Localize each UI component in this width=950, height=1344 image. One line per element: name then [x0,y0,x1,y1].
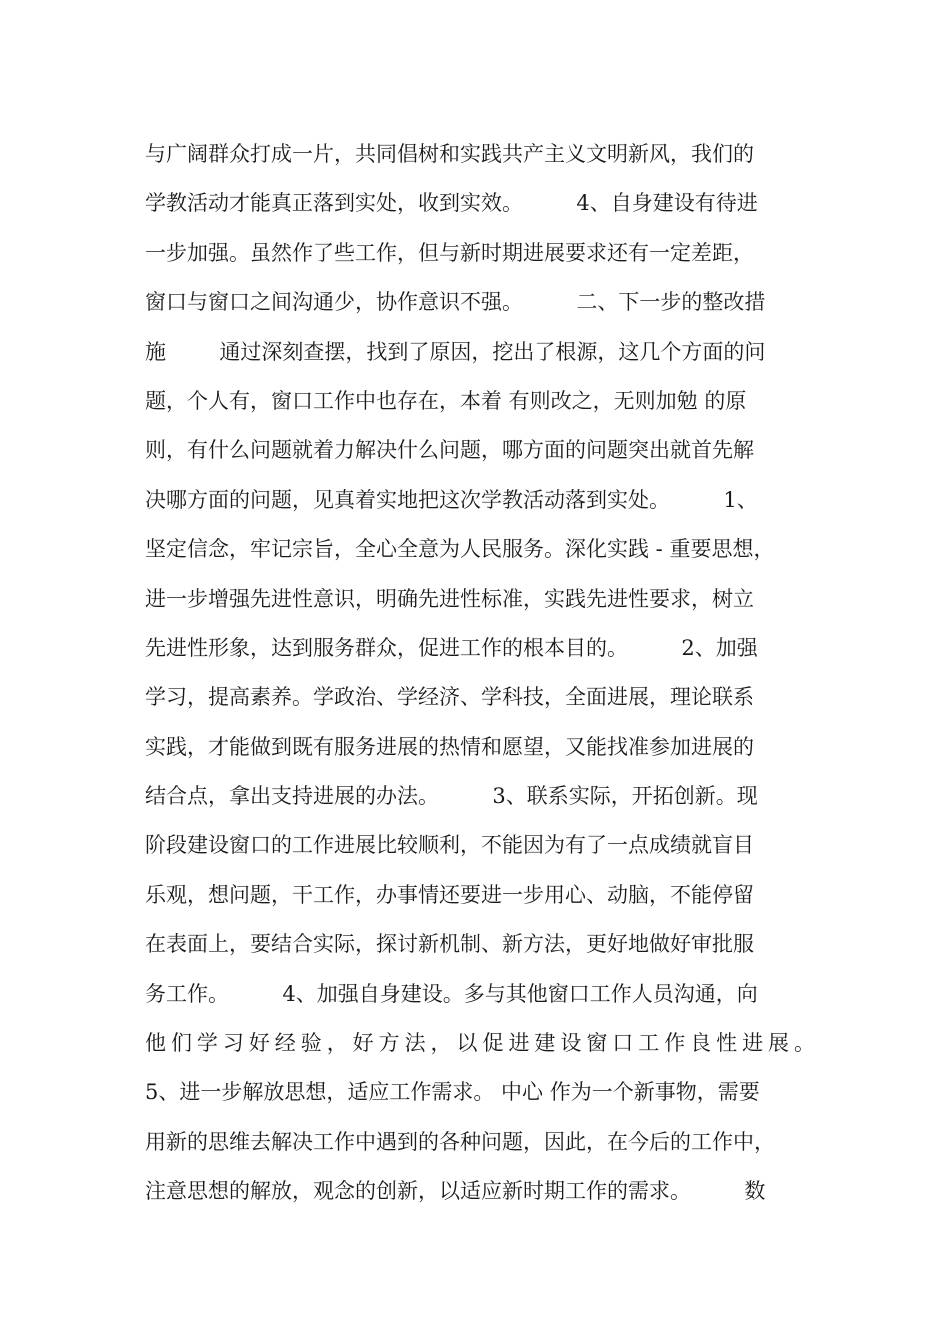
text-line-2: 学教活动才能真正落到实处，收到实效。 4、自身建设有待进 [145,191,758,216]
text-line-15: 阶段建设窗口的工作进展比较顺利，不能因为有了一点成绩就盲目 [145,833,754,858]
text-line-13: 实践，才能做到既有服务进展的热情和愿望，又能找准参加进展的 [145,734,754,759]
body-paragraph [145,130,815,1217]
text-line-3: 一步加强。虽然作了些工作，但与新时期进展要求还有一定差距， [145,240,754,265]
text-line-4: 窗口与窗口之间沟通少，协作意识不强。 二、下一步的整改措 [145,290,766,315]
text-line-17: 在表面上，要结合实际，探讨新机制、新方法，更好地做好审批服 [145,932,754,957]
text-line-7: 则，有什么问题就着力解决什么问题，哪方面的问题突出就首先解 [145,438,754,463]
text-line-22: 注意思想的解放，观念的创新，以适应新时期工作的需求。 数 [145,1179,766,1204]
text-line-21: 用新的思维去解决工作中遇到的各种问题，因此，在今后的工作中， [145,1129,775,1154]
text-line-14: 结合点，拿出支持进展的办法。 3、联系实际，开拓创新。现 [145,784,758,809]
text-line-12: 学习，提高素养。学政治、学经济、学科技，全面进展，理论联系 [145,685,754,710]
text-line-10: 进一步增强先进性意识，明确先进性标准，实践先进性要求，树立 [145,586,754,611]
text-line-18: 务工作。 4、加强自身建设。多与其他窗口工作人员沟通，向 [145,981,758,1006]
text-line-16: 乐观，想问题，干工作，办事情还要进一步用心、动脑，不能停留 [145,882,754,907]
text-line-11: 先进性形象，达到服务群众，促进工作的根本目的。 2、加强 [145,635,758,660]
text-line-6: 题，个人有，窗口工作中也存在，本着 有则改之，无则加勉 的原 [145,388,747,413]
text-line-8: 决哪方面的问题，见真着实地把这次学教活动落到实处。 1、 [145,487,758,512]
text-line-20: 5、进一步解放思想，适应工作需求。 中心 作为一个新事物，需要 [145,1080,760,1105]
text-line-1: 与广阔群众打成一片，共同倡树和实践共产主义文明新风，我们的 [145,142,754,166]
text-line-9: 坚定信念，牢记宗旨，全心全意为人民服务。深化实践 - 重要思想， [145,537,775,562]
text-line-19: 他们学习好经验，好方法，以促进建设窗口工作良性进展。 [145,1031,815,1056]
text-line-5: 施 通过深刻查摆，找到了原因，挖出了根源，这几个方面的问 [145,339,766,364]
